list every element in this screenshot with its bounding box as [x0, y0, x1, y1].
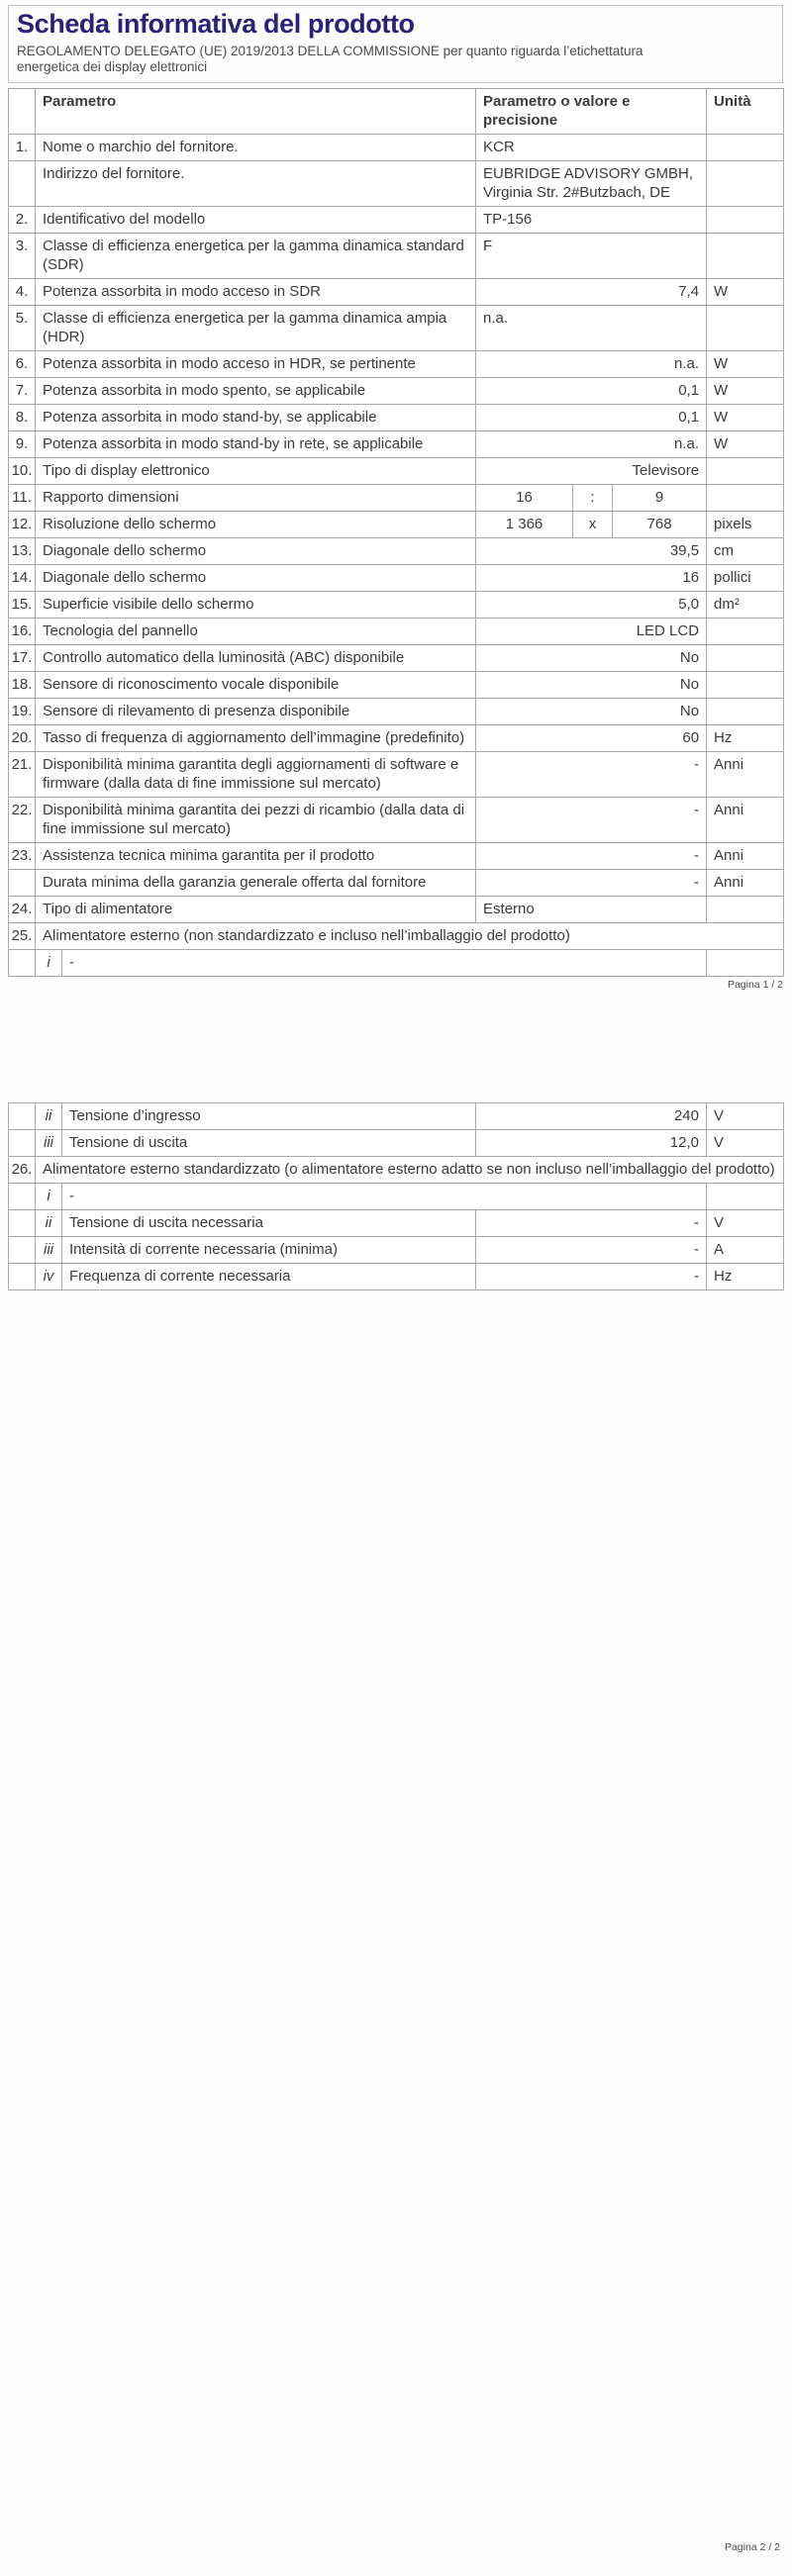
table-row [9, 135, 784, 161]
param-cell: Tensione di uscita [62, 1130, 476, 1157]
row-number-cell [9, 1264, 36, 1290]
row-number-cell: 23. [9, 843, 36, 870]
table-row [9, 1103, 784, 1130]
param-cell: Rapporto dimensioni [36, 485, 476, 512]
param-cell: Disponibilità minima garantita degli aggiornamenti di software e firmware (dalla data di fine immissione sul mercato) [36, 752, 476, 798]
row-number-cell: 16. [9, 619, 36, 645]
value-cell: n.a. [476, 306, 707, 351]
value-cell: TP-156 [476, 207, 707, 234]
param-cell: Sensore di riconoscimento vocale disponibile [36, 672, 476, 699]
value-cell: - [476, 752, 707, 798]
value-cell: EUBRIDGE ADVISORY GMBH, Virginia Str. 2#Butzbach, DE [476, 161, 707, 207]
row-number-cell: 18. [9, 672, 36, 699]
table-row [9, 405, 784, 431]
unit-cell: Anni [707, 870, 784, 897]
row-number-cell: 15. [9, 592, 36, 619]
row-number-cell: 25. [9, 923, 36, 950]
unit-cell [707, 699, 784, 725]
roman-index-cell: iv [36, 1264, 62, 1290]
roman-index-cell: ii [36, 1103, 62, 1130]
row-number-cell: 6. [9, 351, 36, 378]
table-row [9, 645, 784, 672]
value-cell: KCR [476, 135, 707, 161]
value-cell: - [476, 1264, 707, 1290]
param-cell: Controllo automatico della luminosità (ABC) disponibile [36, 645, 476, 672]
table-row [9, 279, 784, 306]
table-row [9, 234, 784, 279]
table-header-row [9, 89, 784, 135]
row-number-cell: 13. [9, 538, 36, 565]
table-row [9, 512, 784, 538]
row-number-cell: 9. [9, 431, 36, 458]
value-cell: F [476, 234, 707, 279]
unit-cell: W [707, 351, 784, 378]
roman-index-cell: iii [36, 1130, 62, 1157]
document-header [8, 5, 783, 83]
unit-cell: W [707, 279, 784, 306]
value-cell: - [476, 870, 707, 897]
param-cell: Disponibilità minima garantita dei pezzi di ricambio (dalla data di fine immissione sul mercato) [36, 798, 476, 843]
param-cell: Classe di efficienza energetica per la gamma dinamica ampia (HDR) [36, 306, 476, 351]
value-cell: n.a. [476, 431, 707, 458]
table-row [9, 870, 784, 897]
table-row [9, 843, 784, 870]
header-unit: Unità [707, 89, 784, 135]
param-cell: Potenza assorbita in modo stand-by, se applicabile [36, 405, 476, 431]
unit-cell: Anni [707, 798, 784, 843]
unit-cell [707, 306, 784, 351]
row-number-cell: 8. [9, 405, 36, 431]
row-number-cell: 11. [9, 485, 36, 512]
row-number-cell: 19. [9, 699, 36, 725]
param-cell: Intensità di corrente necessaria (minima) [62, 1237, 476, 1264]
table-row [9, 378, 784, 405]
param-cell: Durata minima della garanzia generale offerta dal fornitore [36, 870, 476, 897]
row-number-cell [9, 161, 36, 207]
row-number-cell: 12. [9, 512, 36, 538]
param-cell: Tecnologia del pannello [36, 619, 476, 645]
table-row [9, 699, 784, 725]
value-cell: LED LCD [476, 619, 707, 645]
table-row [9, 207, 784, 234]
value-cell: No [476, 645, 707, 672]
param-cell: Nome o marchio del fornitore. [36, 135, 476, 161]
page2-footer: Pagina 2 / 2 [724, 2541, 780, 2553]
table-row [9, 1184, 784, 1210]
param-cell: Tipo di display elettronico [36, 458, 476, 485]
unit-cell [707, 207, 784, 234]
param-cell: Potenza assorbita in modo stand-by in rete, se applicabile [36, 431, 476, 458]
value-cell: 0,1 [476, 378, 707, 405]
row-number-cell: 5. [9, 306, 36, 351]
regulation-subtitle: REGOLAMENTO DELEGATO (UE) 2019/2013 DELLA COMMISSIONE per quanto riguarda l’etichettatura energetica dei display elettronici [17, 44, 644, 74]
value-cell: 60 [476, 725, 707, 752]
unit-cell: pixels [707, 512, 784, 538]
param-cell: Potenza assorbita in modo acceso in HDR, se pertinente [36, 351, 476, 378]
row-number-cell [9, 1210, 36, 1237]
page-title: Scheda informativa del prodotto [17, 9, 415, 39]
row-number-cell: 21. [9, 752, 36, 798]
table-row [9, 798, 784, 843]
unit-cell: V [707, 1210, 784, 1237]
unit-cell [707, 485, 784, 512]
unit-cell: Anni [707, 752, 784, 798]
header-value: Parametro o valore e precisione [476, 89, 707, 135]
value-cell: 5,0 [476, 592, 707, 619]
param-cell: Potenza assorbita in modo acceso in SDR [36, 279, 476, 306]
row-number-cell [9, 1237, 36, 1264]
param-cell: Tipo di alimentatore [36, 897, 476, 923]
param-cell: Tasso di frequenza di aggiornamento dell’immagine (predefinito) [36, 725, 476, 752]
table-row [9, 485, 784, 512]
value-cell: - [476, 1210, 707, 1237]
unit-cell: W [707, 431, 784, 458]
table-row [9, 538, 784, 565]
param-cell: Assistenza tecnica minima garantita per il prodotto [36, 843, 476, 870]
param-cell: Classe di efficienza energetica per la gamma dinamica standard (SDR) [36, 234, 476, 279]
value-cell: - [476, 843, 707, 870]
unit-cell: Anni [707, 843, 784, 870]
unit-cell [707, 161, 784, 207]
row-number-cell: 2. [9, 207, 36, 234]
table-row [9, 950, 784, 977]
roman-index-cell: iii [36, 1237, 62, 1264]
unit-cell [707, 950, 784, 977]
value-cell: - [476, 798, 707, 843]
value-cell: 12,0 [476, 1130, 707, 1157]
value-cell: 16 [476, 565, 707, 592]
table-row [9, 897, 784, 923]
table-row [9, 565, 784, 592]
row-number-cell: 17. [9, 645, 36, 672]
value-cell: 16 [476, 485, 573, 512]
unit-cell: Hz [707, 725, 784, 752]
value-cell: Esterno [476, 897, 707, 923]
row-number-cell [9, 870, 36, 897]
unit-cell: pollici [707, 565, 784, 592]
unit-cell [707, 458, 784, 485]
table-row [9, 619, 784, 645]
param-cell: Diagonale dello schermo [36, 538, 476, 565]
param-cell: Tensione di uscita necessaria [62, 1210, 476, 1237]
table-row [9, 752, 784, 798]
unit-cell [707, 645, 784, 672]
unit-cell: dm² [707, 592, 784, 619]
table-row [9, 1210, 784, 1237]
param-cell: Indirizzo del fornitore. [36, 161, 476, 207]
table-row [9, 458, 784, 485]
roman-index-cell: i [36, 950, 62, 977]
value-cell: 39,5 [476, 538, 707, 565]
value-cell: 768 [613, 512, 707, 538]
unit-cell: V [707, 1130, 784, 1157]
table-row [9, 1130, 784, 1157]
param-cell: Sensore di rilevamento di presenza disponibile [36, 699, 476, 725]
unit-cell: W [707, 405, 784, 431]
unit-cell [707, 619, 784, 645]
unit-cell [707, 897, 784, 923]
row-number-cell: 22. [9, 798, 36, 843]
table-row [9, 592, 784, 619]
unit-cell [707, 672, 784, 699]
page1-footer: Pagina 1 / 2 [727, 979, 783, 991]
param-cell: Alimentatore esterno (non standardizzato e incluso nell’imballaggio del prodotto) [36, 923, 784, 950]
row-number-cell: 26. [9, 1157, 36, 1184]
roman-index-cell: i [36, 1184, 62, 1210]
unit-cell [707, 1184, 784, 1210]
table-row [9, 672, 784, 699]
row-number-cell [9, 1130, 36, 1157]
value-separator-cell: x [573, 512, 613, 538]
spec-table-body-page2 [9, 1103, 784, 1290]
value-cell: Televisore [476, 458, 707, 485]
unit-cell: Hz [707, 1264, 784, 1290]
table-row [9, 725, 784, 752]
row-number-cell: 20. [9, 725, 36, 752]
param-cell: Potenza assorbita in modo spento, se applicabile [36, 378, 476, 405]
row-number-cell [9, 1103, 36, 1130]
product-info-table-page2 [8, 1102, 784, 1290]
param-cell: Alimentatore esterno standardizzato (o alimentatore esterno adatto se non incluso nell’imballaggio del prodotto) [36, 1157, 784, 1184]
unit-cell [707, 234, 784, 279]
table-row [9, 161, 784, 207]
table-row [9, 431, 784, 458]
table-row [9, 1237, 784, 1264]
product-info-table-page1 [8, 88, 784, 977]
unit-cell [707, 135, 784, 161]
table-row [9, 306, 784, 351]
value-cell: 240 [476, 1103, 707, 1130]
page-break-gap [8, 992, 783, 1102]
row-number-cell: 4. [9, 279, 36, 306]
unit-cell: A [707, 1237, 784, 1264]
param-cell: Diagonale dello schermo [36, 565, 476, 592]
spec-table-body-page1 [9, 135, 784, 977]
unit-cell: cm [707, 538, 784, 565]
row-number-cell: 14. [9, 565, 36, 592]
roman-index-cell: ii [36, 1210, 62, 1237]
value-cell: n.a. [476, 351, 707, 378]
value-cell: - [476, 1237, 707, 1264]
row-number-cell [9, 1184, 36, 1210]
value-cell: 0,1 [476, 405, 707, 431]
unit-cell: W [707, 378, 784, 405]
row-number-cell [9, 950, 36, 977]
value-cell: - [62, 1184, 707, 1210]
value-separator-cell: : [573, 485, 613, 512]
param-cell: Identificativo del modello [36, 207, 476, 234]
row-number-cell: 1. [9, 135, 36, 161]
value-cell: 1 366 [476, 512, 573, 538]
value-cell: No [476, 672, 707, 699]
row-number-cell: 10. [9, 458, 36, 485]
table-row [9, 1264, 784, 1290]
param-cell: Tensione d’ingresso [62, 1103, 476, 1130]
row-number-cell: 7. [9, 378, 36, 405]
value-cell: - [62, 950, 707, 977]
table-row [9, 923, 784, 950]
row-number-cell: 3. [9, 234, 36, 279]
param-cell: Superficie visibile dello schermo [36, 592, 476, 619]
value-cell: No [476, 699, 707, 725]
header-param: Parametro [36, 89, 476, 135]
header-empty-cell [9, 89, 36, 135]
table-row [9, 351, 784, 378]
unit-cell: V [707, 1103, 784, 1130]
value-cell: 7,4 [476, 279, 707, 306]
table-row [9, 1157, 784, 1184]
value-cell: 9 [613, 485, 707, 512]
row-number-cell: 24. [9, 897, 36, 923]
param-cell: Frequenza di corrente necessaria [62, 1264, 476, 1290]
param-cell: Risoluzione dello schermo [36, 512, 476, 538]
